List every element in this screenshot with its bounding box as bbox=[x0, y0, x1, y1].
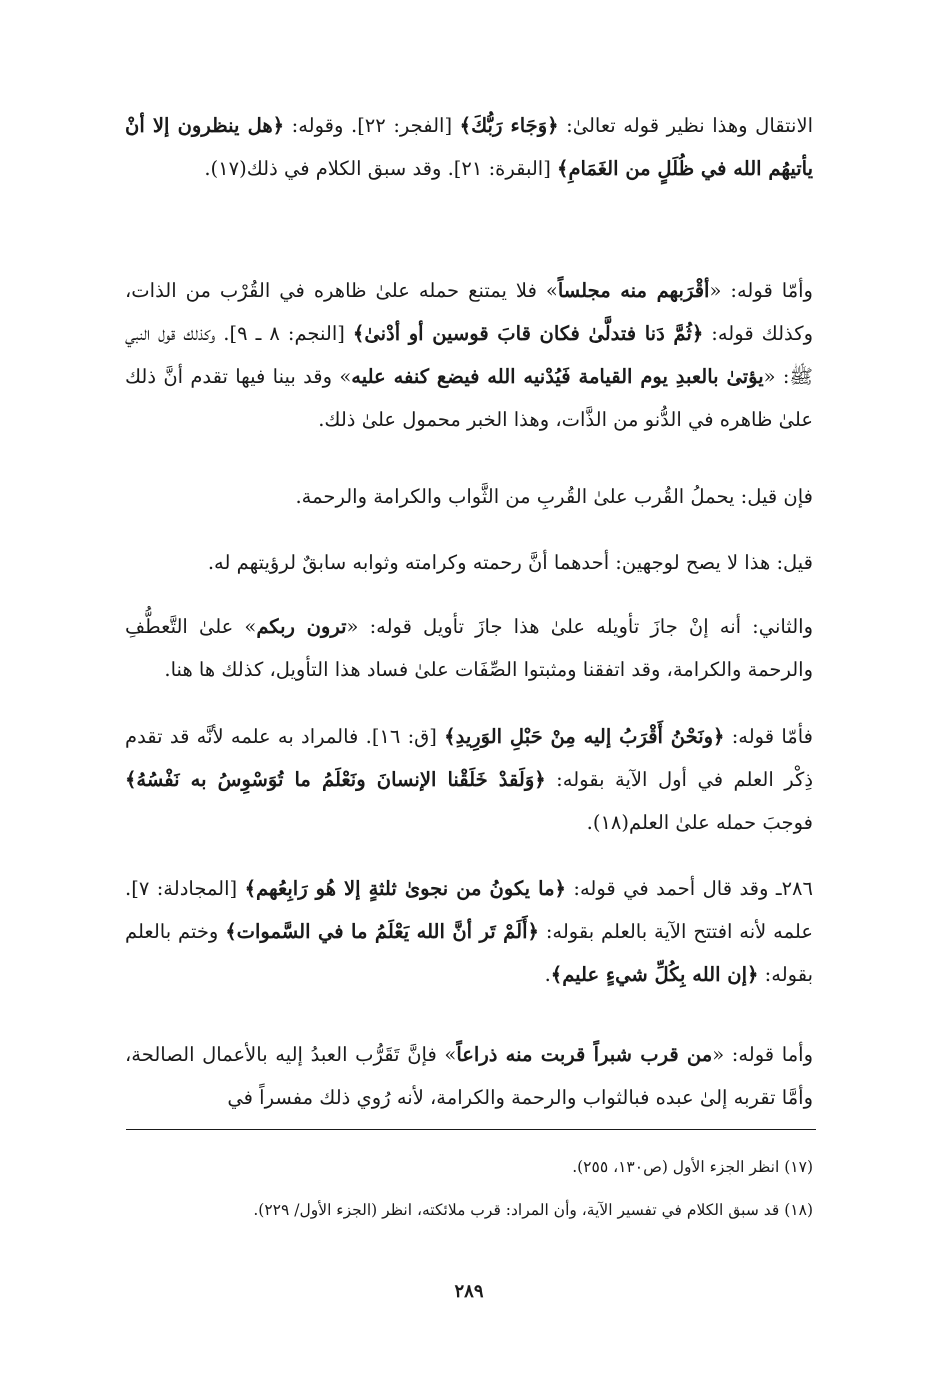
body-text: [النجم: ٨ ـ ٩]. وكذلك قول النبي ﷺ: « bbox=[125, 322, 813, 388]
body-text: والثاني: أنه إنْ جازَ تأويله علىٰ هذا جازَ تأويل قوله: « bbox=[346, 615, 813, 638]
body-text: [البقرة: ٢١]. وقد سبق الكلام في ذلك bbox=[246, 157, 558, 180]
body-text: وأما قوله: « bbox=[712, 1043, 813, 1066]
body-text: وختم بالعلم بقوله: bbox=[125, 920, 813, 986]
body-text: ٢٨٦ـ وقد قال أحمد في قوله: bbox=[565, 877, 813, 900]
page-number: ٢٨٩ bbox=[454, 1281, 484, 1302]
body-text: فأمّا قوله: bbox=[724, 725, 813, 748]
quoted-text: ﴿ونَحْنُ أَقْرَبُ إليه مِنْ حَبْلِ الوَرِيدِ﴾ bbox=[444, 725, 725, 748]
body-text: » علىٰ التَّعطُّفِ والرحمة والكرامة، وقد اتفقنا ومثبتوا الصِّفَات علىٰ فساد هذا التأويل، كذلك ها هنا. bbox=[125, 615, 813, 681]
paragraph bbox=[125, 104, 813, 190]
body-text: » وقد بينا فيها تقدم أنَّ ذلك علىٰ ظاهره في الدُّنو من الذَّات، وهذا الخبر محمول علىٰ ذلك. bbox=[125, 365, 813, 431]
footnote: (١٨) قد سبق الكلام في تفسير الآية، وأن المراد: قرب ملائكته، انظر (الجزء الأول/ ٢٢٩). bbox=[253, 1201, 813, 1219]
footnote: (١٧) انظر الجزء الأول (ص١٣٠، ٢٥٥). bbox=[572, 1158, 813, 1176]
quoted-text: ﴿وَلَقدْ خَلَقْنا الإنسانَ ونَعْلَمُ ما تُوَسْوِسُ به نَفْسُهُ﴾ bbox=[125, 768, 546, 791]
body-text: فإن قيل: يحملُ القُرب علىٰ القُربِ من الثَّواب والكرامة والرحمة. bbox=[295, 485, 813, 508]
quoted-text: ﴿هل ينظرون إلا أنْ يأتيهُم الله في ظُلَلٍ من الغَمَامِ﴾ bbox=[125, 114, 813, 180]
footnote-divider bbox=[126, 1129, 816, 1130]
body-text: قيل: هذا لا يصح لوجهين: أحدهما أنَّ رحمته وكرامته وثوابه سابقٌ لرؤيتهم له. bbox=[207, 551, 813, 574]
body-text: (١٨) bbox=[592, 811, 630, 834]
paragraph bbox=[125, 475, 813, 518]
paragraph bbox=[125, 1033, 813, 1119]
body-text: » فلا يمتنع حمله علىٰ ظاهره في القُرْب من الذات، وكذلك قوله: bbox=[125, 279, 813, 345]
quoted-text: من قرب شبراً قربت منه ذراعاً bbox=[456, 1043, 713, 1066]
body-text: (١٧) bbox=[210, 157, 247, 180]
body-text: الانتقال وهذا نظير قوله تعالىٰ: bbox=[558, 114, 813, 137]
quoted-text: ترون ربكم bbox=[256, 615, 347, 638]
paragraph bbox=[125, 541, 813, 584]
body-text: [المجادلة: ٧]. علمه لأنه افتتح الآية بالعلم بقوله: bbox=[125, 877, 813, 943]
quoted-text: ﴿ما يكونُ من نجوىٰ ثلثةٍ إلا هُو رَابِعُهم﴾ bbox=[244, 877, 566, 900]
quoted-text: أقْرَبهم منه مجلساً bbox=[557, 279, 710, 302]
body-text: فوجبَ حمله علىٰ العلم bbox=[629, 811, 813, 834]
body-text: . bbox=[204, 157, 211, 180]
body-text: . bbox=[544, 963, 551, 986]
paragraph bbox=[125, 269, 813, 441]
quoted-text: ﴿ثُمَّ دَنا فتدلَّىٰ فكان قابَ قوسين أو أدْنىٰ﴾ bbox=[352, 322, 704, 345]
quoted-text: يؤتىٰ بالعبدِ يوم القيامة فَيُدْنيه الله فيضع كنفه عليه bbox=[351, 365, 764, 388]
paragraph bbox=[125, 715, 813, 844]
body-text: . bbox=[586, 811, 593, 834]
quoted-text: ﴿وَجَاء رَبُّكَ﴾ bbox=[459, 114, 559, 137]
paragraph bbox=[125, 605, 813, 691]
body-text: وأمّا قوله: « bbox=[709, 279, 813, 302]
body-text: » فإنَّ تَقَرُّب العبدُ إليه بالأعمال الصالحة، وأمَّا تقربه إلىٰ عبده فبالثواب والرحمة والكرامة، لأنه رُوي ذلك مفسراً في bbox=[125, 1043, 813, 1109]
body-text: [الفجر: ٢٢]. وقوله: bbox=[284, 114, 460, 137]
body-text: [ق: ١٦]. فالمراد به علمه لأنَّه قد تقدم ذِكْر العلم في أول الآية بقوله: bbox=[125, 725, 813, 791]
quoted-text: ﴿إن الله بِكُلِّ شيءٍ عليم﴾ bbox=[550, 963, 759, 986]
paragraph bbox=[125, 867, 813, 996]
quoted-text: ﴿أَلَمْ تَر أنَّ الله يَعْلَمُ ما في السَّموات﴾ bbox=[225, 920, 539, 943]
